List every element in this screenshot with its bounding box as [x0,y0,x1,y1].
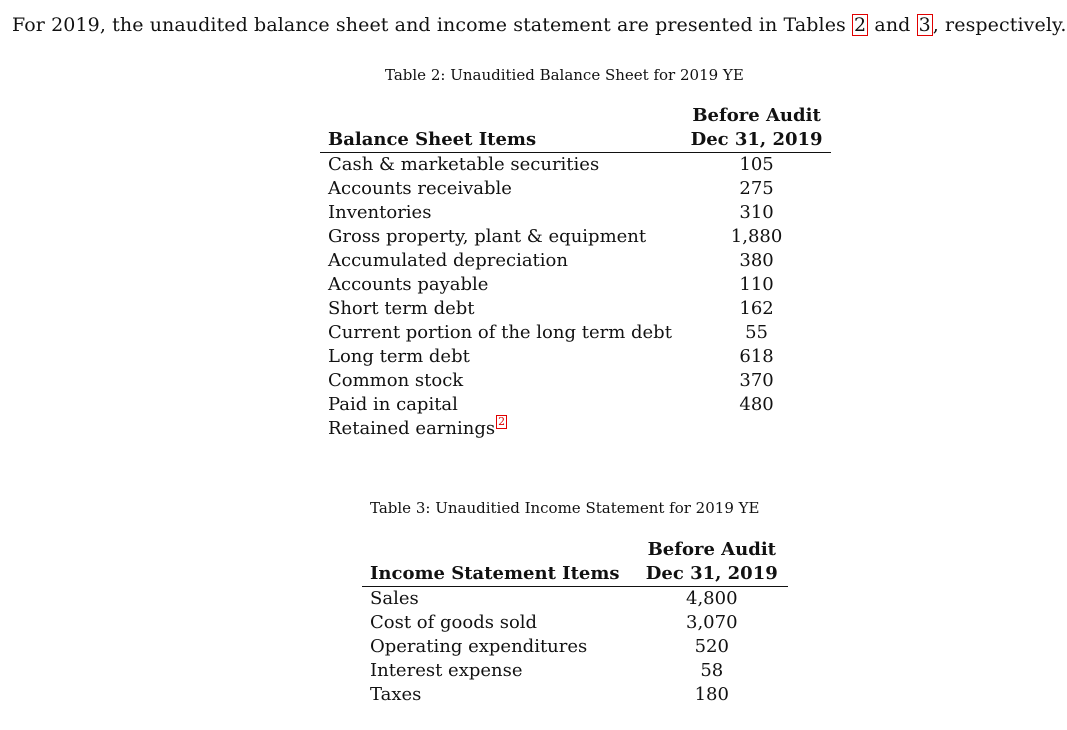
row-item [320,369,682,393]
row-value: 380 [739,250,774,271]
income-statement-body [362,587,788,708]
balance-sheet-body [320,153,831,442]
table-row [362,611,788,635]
header-col-line1: Before Audit [692,105,821,126]
row-item-label: Accounts payable [328,274,489,295]
row-item [362,683,636,707]
table-2-link[interactable]: 2 [854,14,867,36]
row-value: 370 [739,370,774,391]
footnote-link[interactable]: 2 [498,415,506,428]
header-col-line2: Dec 31, 2019 [636,562,788,587]
row-item-label: Gross property, plant & equipment [328,226,647,247]
header-col-line1: Before Audit [647,539,776,560]
row-item-label: Retained earnings [328,418,496,439]
row-value: 275 [739,178,774,199]
table-row [320,321,831,345]
header-item: Income Statement Items [362,562,636,587]
row-item-label: Inventories [328,202,432,223]
row-item-label: Taxes [370,684,422,705]
row-value: 1,880 [730,226,783,247]
header-spacer [362,538,636,562]
row-item [362,659,636,683]
table-row [362,587,788,612]
row-item-label: Long term debt [328,346,470,367]
row-item-label: Cost of goods sold [370,612,538,633]
table-3-caption: Table 3: Unauditied Income Statement for 2019 YE [370,499,760,517]
table-row [320,369,831,393]
row-value [682,417,831,441]
row-item-label: Paid in capital [328,394,458,415]
row-item [320,177,682,201]
intro-text-after: , respectively. [932,14,1067,36]
table-row [362,659,788,683]
row-item-label: Sales [370,588,419,609]
row-item [320,393,682,417]
row-item [320,417,682,441]
row-value: 55 [745,322,769,343]
row-value: 180 [694,684,729,705]
intro-text-middle: and [868,14,917,36]
row-item [320,201,682,225]
table-2-caption: Table 2: Unauditied Balance Sheet for 2019 YE [385,66,744,84]
row-item-label: Operating expenditures [370,636,588,657]
row-value: 110 [739,274,774,295]
table-row [320,249,831,273]
row-value: 3,070 [686,612,738,633]
row-item-label: Accumulated depreciation [328,250,568,271]
header-spacer [320,104,682,128]
table-3-link[interactable]: 3 [918,14,931,36]
income-statement-table [362,538,788,707]
row-item-label: Interest expense [370,660,523,681]
table-row [320,345,831,369]
row-item-label: Cash & marketable securities [328,154,600,175]
table-row [320,177,831,201]
table-row [362,683,788,707]
row-item-label: Short term debt [328,298,475,319]
row-item [320,153,682,178]
row-value: 4,800 [686,588,738,609]
row-item [362,587,636,612]
row-item-label: Common stock [328,370,464,391]
row-item [320,249,682,273]
table-row [320,201,831,225]
row-value: 162 [739,298,774,319]
table-row [320,273,831,297]
intro-text-before: For 2019, the unaudited balance sheet and income statement are presented in Tables [12,14,853,36]
table-row [320,393,831,417]
intro-paragraph [12,14,1067,36]
table-row [320,225,831,249]
row-item [320,273,682,297]
table-row [320,417,831,441]
row-item [362,635,636,659]
header-item: Balance Sheet Items [320,128,682,153]
table-row [362,635,788,659]
row-value: 480 [739,394,774,415]
row-value: 618 [739,346,774,367]
row-item [320,345,682,369]
row-value: 105 [739,154,774,175]
table-row [320,297,831,321]
row-item [320,225,682,249]
row-item-label: Current portion of the long term debt [328,322,672,343]
row-item-label: Accounts receivable [328,178,512,199]
header-col-line2: Dec 31, 2019 [682,128,831,153]
row-value: 520 [694,636,729,657]
row-item [320,321,682,345]
row-item [362,611,636,635]
table-row [320,153,831,178]
balance-sheet-table [320,104,831,441]
row-value: 58 [700,660,724,681]
row-value: 310 [739,202,774,223]
row-item [320,297,682,321]
